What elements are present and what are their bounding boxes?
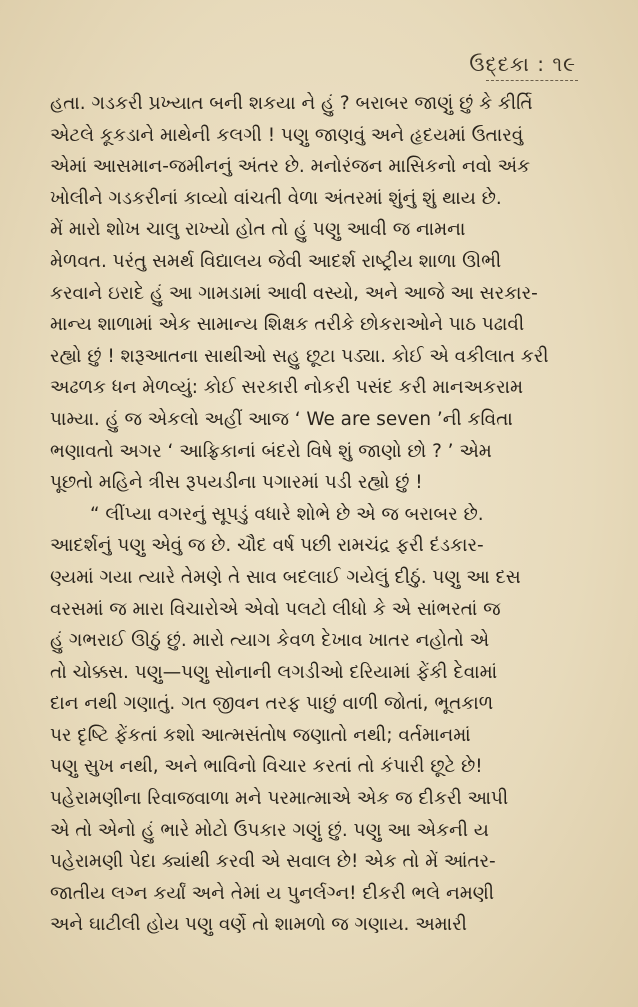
text-line: હું ગભરાઈ ઊઠું છું. મારો ત્યાગ કેવળ દેખાવ ખાતર નહોતો એ (50, 630, 489, 652)
text-line: વરસમાં જ મારા વિચારોએ એવો પલટો લીધો કે એ સાંભરતાં જ (50, 598, 501, 620)
text-line: દાન નથી ગણાતું. ગત જીવન તરફ પાછું વાળી જોતાં, ભૂતકાળ (50, 693, 494, 715)
text-line: પૂછતો મહિને ત્રીસ રૂપયડીના પગારમાં પડી રહ્યો છું ! (50, 472, 423, 494)
text-line: અઢળક ધન મેળવ્યું: કોઈ સરકારી નોકરી પસંદ કરી માનઅકરામ (50, 377, 523, 399)
text-line: હતા. ગડકરી પ્રખ્યાત બની શકયા ને હું ? બરાબર જાણું છું કે કીર્તિ (50, 93, 533, 114)
body-text (50, 88, 595, 941)
header-underline (486, 80, 578, 81)
text-line: પણુ સુખ નથી, અને ભાવિનો વિચાર કરતાં તો કંપારી છૂટે છે! (50, 756, 483, 778)
text-line: ણ્યમાં ગયા ત્યારે તેમણે તે સાવ બદલાઈ ગયેલું દીઠું. પણુ આ દસ (50, 566, 521, 588)
text-line: મેળવત. પરંતુ સમર્થ વિદ્યાલય જેવી આદર્શ રાષ્ટ્રીય શાળા ઊભી (50, 250, 502, 272)
text-line: કરવાને ઇરાદે હું આ ગામડામાં આવી વસ્યો, અને આજે આ સરકાર- (50, 282, 538, 304)
text-line: મેં મારો શોખ ચાલુ રાખ્યો હોત તો હું પણુ આવી જ નામના (50, 219, 466, 241)
text-line: પહેરામણી પેદા ક્યાંથી કરવી એ સવાલ છે! એક તો મેં આંતર- (50, 851, 496, 873)
text-line: એ તો એનો હું ભારે મોટો ઉપકાર ગણું છું. પણુ આ એકની ય (50, 819, 489, 841)
text-line: પામ્યા. હું જ એકલો અહીં આજ ‘ We are seven ’ની કવિતા (50, 408, 513, 430)
text-line: પર દૃષ્ટિ ફેંકતાં કશો આત્મસંતોષ જણાતો નથી; વર્તમાનમાં (50, 724, 471, 746)
text-line: જાતીય લગ્ન કર્યાં અને તેમાં ય પુનર્લગ્ન! દીકરી ભલે નમણી (50, 882, 494, 904)
text-line: ભણાવતો અગર ‘ આફ્રિકાનાં બંદરો વિષે શું જાણો છો ? ’ એમ (50, 440, 492, 462)
text-line: પહેરામણીના રિવાજવાળા મને પરમાત્માએ એક જ દીકરી આપી (50, 788, 509, 810)
text-line: રહ્યો છું ! શરૂઆતના સાથીઓ સહુ છૂટા પડ્યા. કોઈ એ વકીલાત કરી (50, 345, 549, 367)
text-line: ખોલીને ગડકરીનાં કાવ્યો વાંચતી વેળા અંતરમાં શુંનું શું થાય છે. (50, 187, 502, 209)
text-line: અને ઘાટીલી હોય પણુ વર્ણે તો શામળો જ ગણાય. અમારી (50, 914, 467, 936)
text-line: એમાં આસમાન-જમીનનું અંતર છે. મનોરંજન માસિકનો નવો અંક (50, 156, 530, 178)
text-line: એટલે કૂકડાને માથેની કલગી ! પણુ જાણવું અને હૃદયમાં ઉતારવું (50, 124, 524, 146)
text-line: તો ચોક્કસ. પણુ—પણુ સોનાની લગડીઓ દરિયામાં ફેંકી દેવામાં (50, 661, 498, 683)
text-line: “ લીંપ્યા વગરનું સૂપડું વધારે શોભે છે એ જ બરાબર છે. (90, 503, 484, 525)
text-line: આદર્શનું પણુ એવું જ છે. ચૌદ વર્ષ પછી રામચંદ્ર ફરી દંડકાર- (50, 535, 484, 557)
running-header: ઉદ્દકા : ૧૯ (469, 52, 576, 76)
text-line: માન્ય શાળામાં એક સામાન્ય શિક્ષક તરીકે છોકરાઓને પાઠ પઢાવી (50, 314, 525, 336)
